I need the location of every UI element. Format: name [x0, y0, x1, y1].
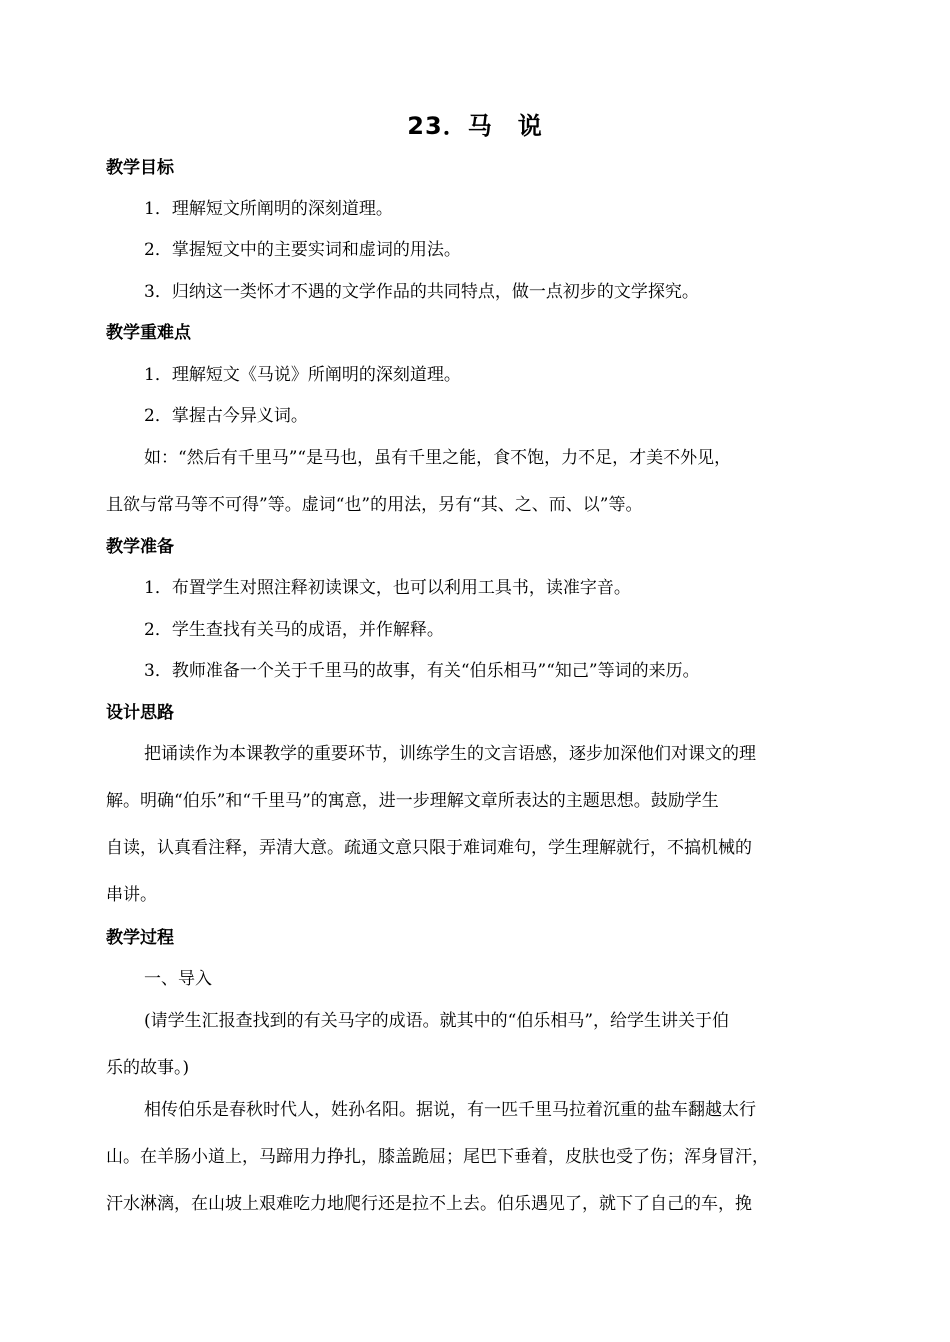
goal-item-2: 2．掌握短文中的主要实词和虚词的用法。 [144, 240, 461, 260]
goal-item-3: 3．归纳这一类怀才不遇的文学作品的共同特点，做一点初步的文学探究。 [144, 282, 699, 302]
difficulty-example-line-2: 且欲与常马等不可得”等。虚词“也”的用法，另有“其、之、而、以”等。 [106, 495, 643, 515]
preparation-item-1: 1．布置学生对照注释初读课文，也可以利用工具书，读准字音。 [144, 578, 631, 598]
preparation-item-2: 2．学生查找有关马的成语，并作解释。 [144, 620, 444, 640]
story-line-3: 汗水淋漓，在山坡上艰难吃力地爬行还是拉不上去。伯乐遇见了，就下了自己的车，挽 [106, 1194, 752, 1214]
heading-preparation: 教学准备 [106, 537, 174, 557]
design-line-3: 自读，认真看注释，弄清大意。疏通文意只限于难词难句，学生理解就行，不搞机械的 [106, 838, 752, 858]
design-line-2: 解。明确“伯乐”和“千里马”的寓意，进一步理解文章所表达的主题思想。鼓励学生 [106, 791, 719, 811]
difficulty-example-line-1: 如：“然后有千里马”“是马也，虽有千里之能，食不饱，力不足，才美不外见， [144, 448, 732, 468]
lesson-title: 23．马 说 [407, 112, 543, 140]
difficulty-item-2: 2．掌握古今异义词。 [144, 406, 308, 426]
process-note-line-2: 乐的故事。) [106, 1058, 190, 1078]
process-note-line-1: (请学生汇报查找到的有关马字的成语。就其中的“伯乐相马”，给学生讲关于伯 [144, 1011, 730, 1031]
heading-teaching-process: 教学过程 [106, 928, 174, 948]
heading-key-difficulties: 教学重难点 [106, 323, 191, 343]
design-line-1: 把诵读作为本课教学的重要环节，训练学生的文言语感，逐步加深他们对课文的理 [144, 744, 756, 764]
story-line-2: 山。在羊肠小道上，马蹄用力挣扎，膝盖跪屈；尾巴下垂着，皮肤也受了伤；浑身冒汗， [106, 1147, 769, 1167]
preparation-item-3: 3．教师准备一个关于千里马的故事，有关“伯乐相马”“知己”等词的来历。 [144, 661, 700, 681]
heading-teaching-goals: 教学目标 [106, 158, 174, 178]
story-line-1: 相传伯乐是春秋时代人，姓孙名阳。据说，有一匹千里马拉着沉重的盐车翻越太行 [144, 1100, 756, 1120]
heading-design-ideas: 设计思路 [106, 703, 174, 723]
design-line-4: 串讲。 [106, 885, 157, 905]
process-subheading-intro: 一、导入 [144, 969, 212, 989]
difficulty-item-1: 1．理解短文《马说》所阐明的深刻道理。 [144, 365, 461, 385]
goal-item-1: 1．理解短文所阐明的深刻道理。 [144, 199, 393, 219]
